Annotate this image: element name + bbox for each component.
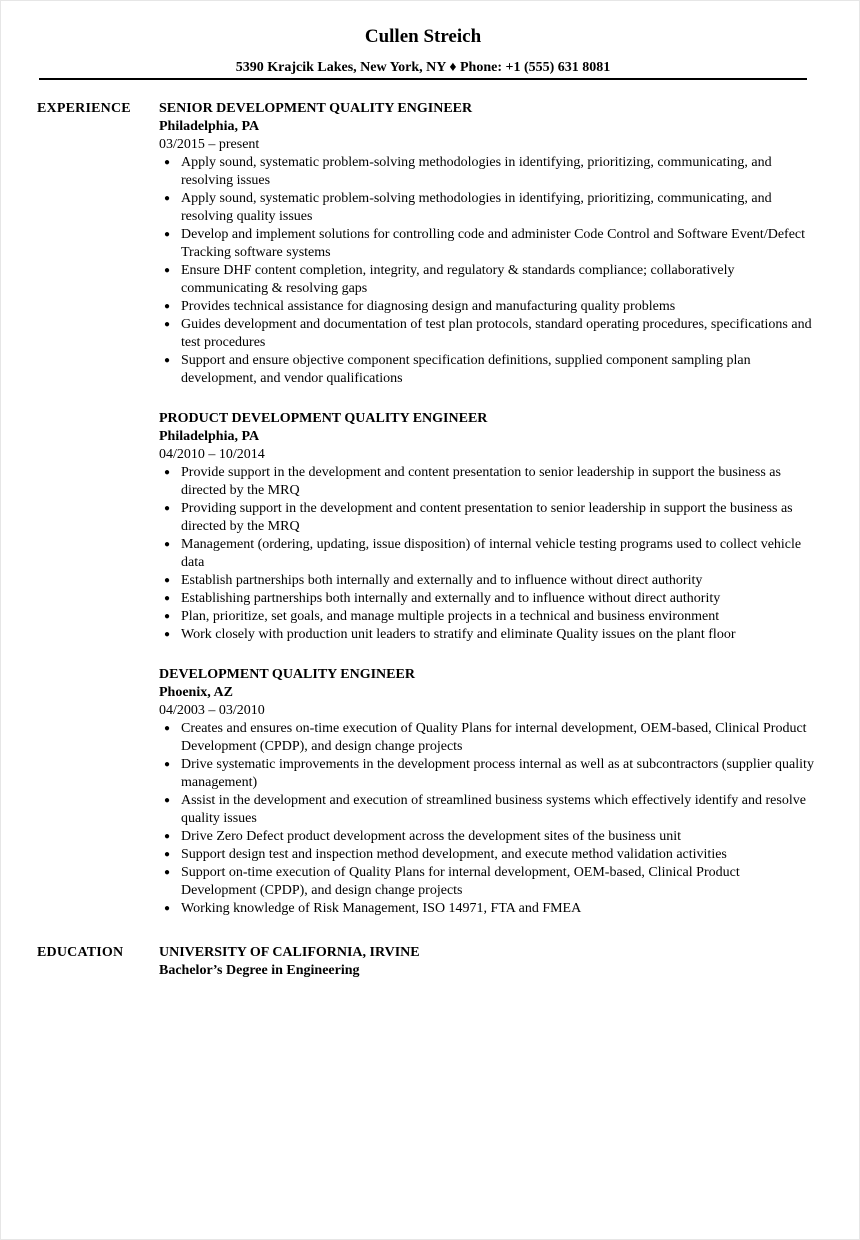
bullet-text: Provide support in the development and content presentation to senior leadership in support the business as directed by the MRQ (181, 465, 781, 498)
job-dates: 03/2015 – present (159, 137, 260, 152)
bullet-text: Working knowledge of Risk Management, ISO 14971, FTA and FMEA (181, 901, 582, 916)
bullet-text: Providing support in the development and content presentation to senior leadership in support the business as directed by the MRQ (181, 501, 793, 534)
bullet-text: Management (ordering, updating, issue disposition) of internal vehicle testing programs used to collect vehicle data (181, 537, 802, 570)
job-title: DEVELOPMENT QUALITY ENGINEER (159, 667, 415, 682)
job-location: Philadelphia, PA (159, 119, 260, 134)
bullet-item (159, 846, 815, 864)
bullet-icon: ● (164, 319, 171, 330)
bullet-item (159, 316, 815, 352)
bullet-icon: ● (164, 157, 171, 168)
bullet-item (159, 536, 815, 572)
job-bullets (159, 720, 815, 918)
bullet-text: Apply sound, systematic problem-solving methodologies in identifying, prioritizing, communicating, and resolving quality issues (181, 191, 772, 224)
section-title-education: EDUCATION (37, 945, 124, 960)
job-entry (159, 100, 815, 388)
bullet-icon: ● (164, 301, 171, 312)
education-list (159, 944, 815, 980)
bullet-icon: ● (164, 849, 171, 860)
job-entry (159, 666, 815, 918)
bullet-text: Support on-time execution of Quality Plans for internal development, OEM-based, Clinical Product Development (CPDP), and design change projects (181, 865, 740, 898)
header-divider (39, 78, 807, 80)
bullet-text: Drive systematic improvements in the development process internal as well as at subcontractors (supplier quality management) (181, 757, 814, 790)
bullet-item (159, 226, 815, 262)
job-location: Phoenix, AZ (159, 685, 233, 700)
experience-list (159, 100, 815, 940)
bullet-icon: ● (164, 795, 171, 806)
contact-line: 5390 Krajcik Lakes, New York, NY ♦ Phone: +1 (555) 631 8081 (235, 60, 611, 75)
resume-header (39, 25, 807, 77)
bullet-item (159, 572, 815, 590)
bullet-text: Assist in the development and execution of streamlined business systems which effectively identify and resolve quality issues (181, 793, 806, 826)
bullet-item (159, 500, 815, 536)
bullet-text: Ensure DHF content completion, integrity, and regulatory & standards compliance; collaboratively communicating & resolving gaps (181, 263, 735, 296)
job-entry (159, 410, 815, 644)
bullet-text: Develop and implement solutions for controlling code and administer Code Control and Software Event/Defect Tracking software systems (181, 227, 806, 260)
bullet-text: Plan, prioritize, set goals, and manage multiple projects in a technical and business environment (181, 609, 720, 624)
bullet-icon: ● (164, 265, 171, 276)
bullet-item (159, 298, 815, 316)
bullet-icon: ● (164, 539, 171, 550)
bullet-icon: ● (164, 903, 171, 914)
bullet-item (159, 720, 815, 756)
bullet-item (159, 864, 815, 900)
bullet-icon: ● (164, 193, 171, 204)
bullet-icon: ● (164, 503, 171, 514)
bullet-item (159, 626, 815, 644)
bullet-text: Work closely with production unit leaders to stratify and eliminate Quality issues on the plant floor (181, 627, 736, 642)
job-title: PRODUCT DEVELOPMENT QUALITY ENGINEER (159, 411, 488, 426)
bullet-icon: ● (164, 229, 171, 240)
bullet-text: Guides development and documentation of test plan protocols, standard operating procedures, specifications and test procedures (181, 317, 812, 350)
bullet-text: Establish partnerships both internally and externally and to influence without direct authority (181, 573, 703, 588)
bullet-icon: ● (164, 355, 171, 366)
bullet-item (159, 154, 815, 190)
bullet-icon: ● (164, 575, 171, 586)
bullet-text: Creates and ensures on-time execution of Quality Plans for internal development, OEM-based, Clinical Product Development (CPDP), and design change projects (181, 721, 807, 754)
bullet-icon: ● (164, 629, 171, 640)
bullet-item (159, 828, 815, 846)
job-bullets (159, 154, 815, 388)
job-bullets (159, 464, 815, 644)
bullet-text: Provides technical assistance for diagnosing design and manufacturing quality problems (181, 299, 676, 314)
job-dates: 04/2010 – 10/2014 (159, 447, 265, 462)
section-title-experience: EXPERIENCE (37, 101, 131, 116)
bullet-icon: ● (164, 467, 171, 478)
job-title: SENIOR DEVELOPMENT QUALITY ENGINEER (159, 101, 473, 116)
bullet-item (159, 190, 815, 226)
bullet-text: Establishing partnerships both internally and externally and to influence without direct authority (181, 591, 721, 606)
bullet-icon: ● (164, 593, 171, 604)
school-name: UNIVERSITY OF CALIFORNIA, IRVINE (159, 945, 420, 960)
bullet-icon: ● (164, 759, 171, 770)
job-location: Philadelphia, PA (159, 429, 260, 444)
bullet-item (159, 464, 815, 500)
bullet-icon: ● (164, 611, 171, 622)
bullet-item (159, 352, 815, 388)
bullet-icon: ● (164, 723, 171, 734)
degree: Bachelor’s Degree in Engineering (159, 963, 360, 978)
bullet-text: Drive Zero Defect product development across the development sites of the business unit (181, 829, 681, 844)
bullet-item (159, 590, 815, 608)
job-dates: 04/2003 – 03/2010 (159, 703, 265, 718)
bullet-text: Support and ensure objective component specification definitions, supplied component sampling plan development, and vendor qualifications (181, 353, 751, 386)
bullet-item (159, 792, 815, 828)
bullet-text: Apply sound, systematic problem-solving methodologies in identifying, prioritizing, communicating, and resolving issues (181, 155, 772, 188)
bullet-item (159, 262, 815, 298)
candidate-name: Cullen Streich (364, 26, 482, 47)
bullet-icon: ● (164, 867, 171, 878)
bullet-item (159, 608, 815, 626)
bullet-icon: ● (164, 831, 171, 842)
bullet-item (159, 900, 815, 918)
bullet-text: Support design test and inspection method development, and execute method validation activities (181, 847, 727, 862)
bullet-item (159, 756, 815, 792)
